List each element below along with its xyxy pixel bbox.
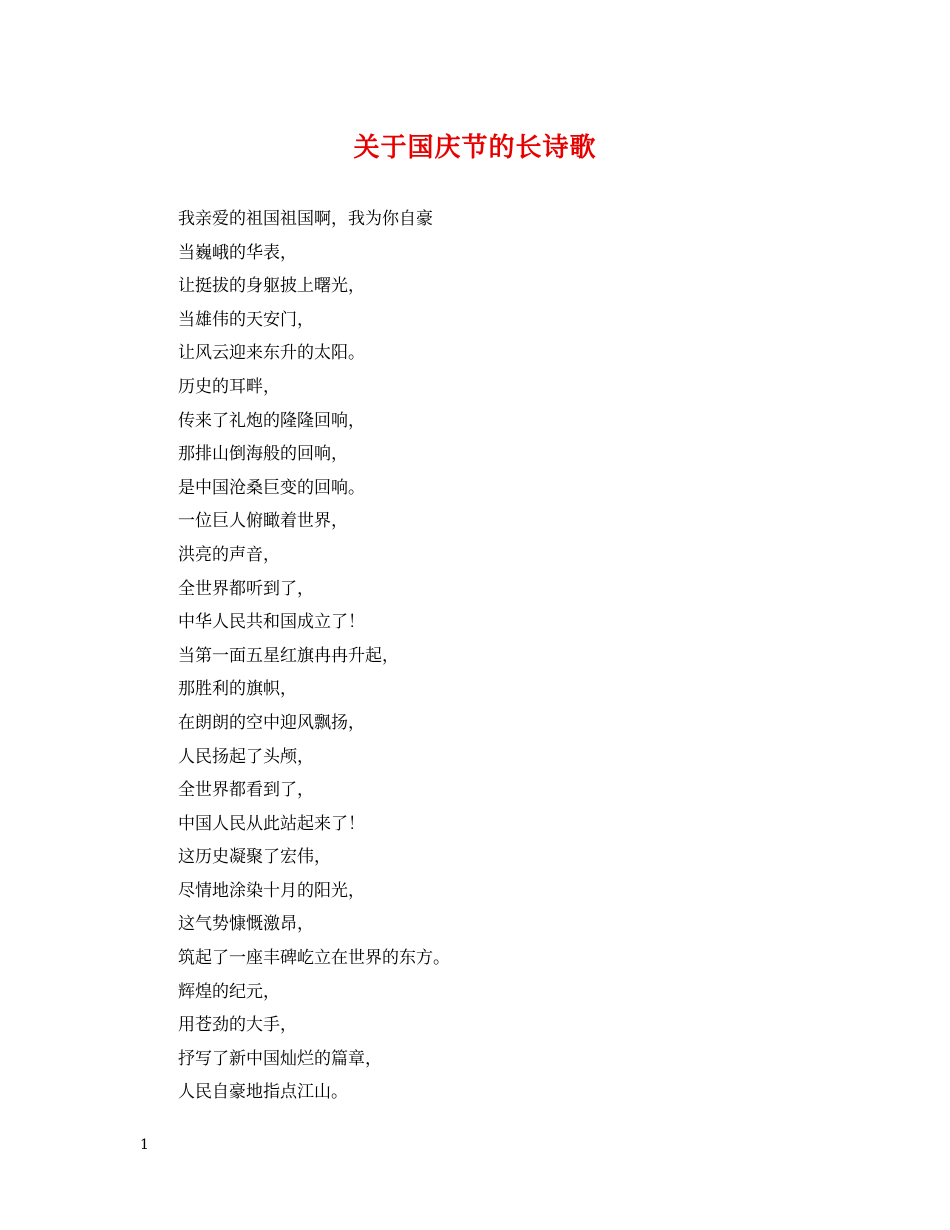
poem-line: 当第一面五星红旗冉冉升起， (178, 645, 399, 666)
poem-line: 当巍峨的华表， (178, 242, 297, 263)
poem-line: 筑起了一座丰碑屹立在世界的东方。 (178, 948, 450, 969)
poem-line: 让风云迎来东升的太阳。 (178, 343, 365, 364)
poem-line: 传来了礼炮的隆隆回响， (178, 410, 365, 431)
poem-line: 那排山倒海般的回响， (178, 444, 348, 465)
poem-line: 洪亮的声音， (178, 544, 280, 565)
poem-line: 一位巨人俯瞰着世界， (178, 511, 348, 532)
page-number: 1 (140, 1137, 149, 1153)
poem-line: 中华人民共和国成立了！ (178, 612, 365, 633)
poem-line: 尽情地涂染十月的阳光， (178, 880, 365, 901)
poem-line: 辉煌的纪元， (178, 981, 280, 1002)
poem-line: 在朗朗的空中迎风飘扬， (178, 712, 365, 733)
poem-line: 我亲爱的祖国祖国啊，我为你自豪 (178, 209, 433, 229)
poem-line: 全世界都听到了， (178, 578, 314, 599)
poem-line: 那胜利的旗帜， (178, 679, 297, 700)
poem-line: 用苍劲的大手， (178, 1015, 297, 1036)
poem-line: 历史的耳畔， (178, 376, 280, 397)
page-title: 关于国庆节的长诗歌 (353, 133, 597, 163)
poem-line: 中国人民从此站起来了！ (178, 813, 365, 834)
poem-body (178, 203, 450, 1110)
poem-line: 让挺拔的身躯披上曙光， (178, 276, 365, 297)
poem-line: 是中国沧桑巨变的回响。 (178, 477, 365, 498)
poem-line: 当雄伟的天安门， (178, 309, 314, 330)
poem-line: 人民自豪地指点江山。 (178, 1082, 348, 1103)
poem-line: 这历史凝聚了宏伟， (178, 847, 331, 868)
poem-line: 这气势慷慨激昂， (178, 914, 314, 935)
poem-line: 人民扬起了头颅， (178, 746, 314, 767)
poem-line: 全世界都看到了， (178, 780, 314, 801)
poem-line: 抒写了新中国灿烂的篇章， (178, 1048, 382, 1069)
